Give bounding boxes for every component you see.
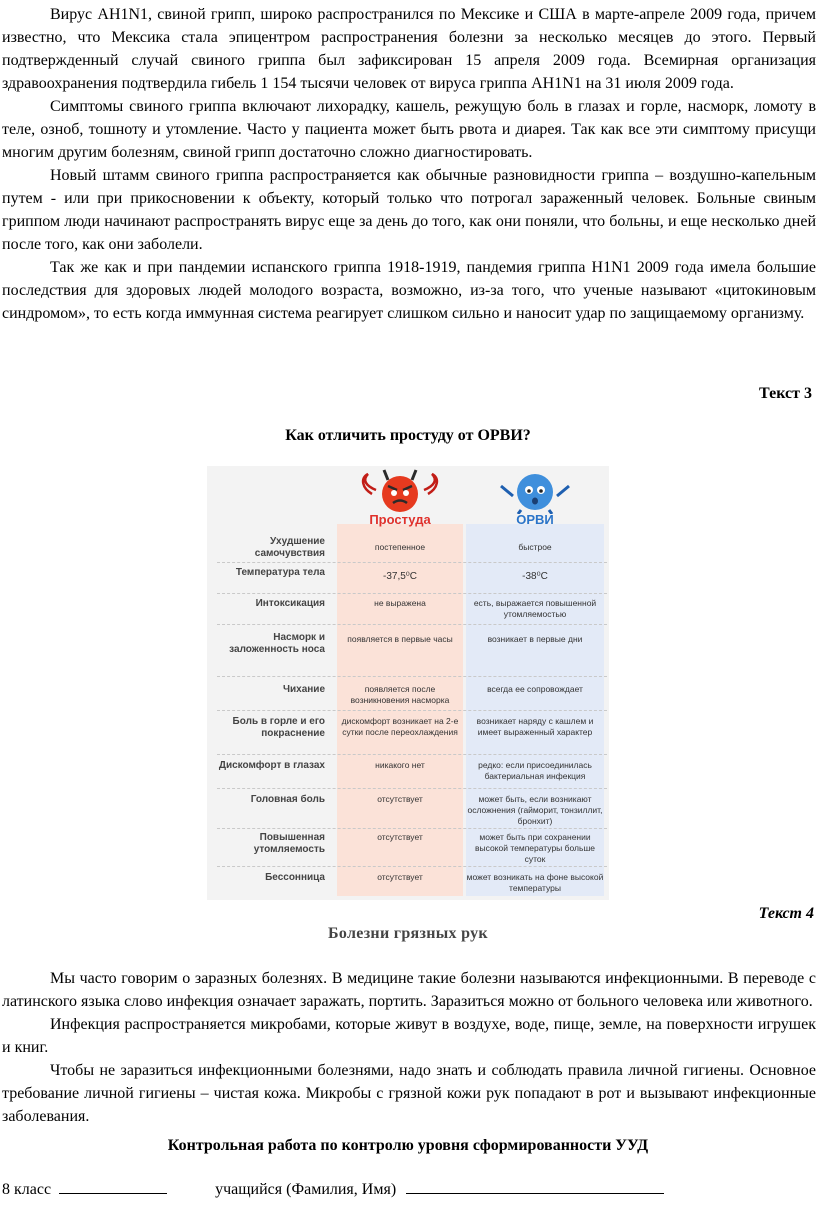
footer-fields <box>2 1181 664 1199</box>
bottom-paragraphs <box>0 967 816 1128</box>
paragraph-5: Мы часто говорим о заразных болезнях. В медицине такие болезни называются инфекционными. В переводе с латинского языка слово инфекция означает заражать, портить. Заразиться можно от больного человека или животного. <box>2 970 816 1010</box>
row-label: Насморк и заложенность носа <box>229 632 325 655</box>
angry-red-virus-icon <box>350 468 450 514</box>
row-divider <box>217 710 607 711</box>
arvi-cell: возникает в первые дни <box>487 634 583 644</box>
row-divider <box>217 593 607 594</box>
arvi-cell: всегда ее сопровождает <box>487 684 583 694</box>
arvi-cell: есть, выражается повышенной утомляемостью <box>473 598 597 619</box>
paragraph-6: Инфекция распространяется микробами, которые живут в воздухе, воде, пище, земле, на поверхности игрушек и книг. <box>2 1016 816 1056</box>
arvi-cell: -38⁰С <box>522 571 548 582</box>
grade-blank[interactable] <box>59 1193 167 1194</box>
paragraph-7: Чтобы не заразиться инфекционными болезнями, надо знать и соблюдать правила личной гигиены. Основное требование личной гигиены – чистая кожа. Микробы с грязной кожи рук попадают в рот и вызывают инфекционные заболевания. <box>2 1062 816 1125</box>
student-name-blank[interactable] <box>406 1193 664 1194</box>
grade-label: 8 класс <box>2 1181 52 1198</box>
row-label: Температура тела <box>235 567 325 578</box>
text4-title: Болезни грязных рук <box>328 925 488 942</box>
control-work-title: Контрольная работа по контролю уровня сформированности УУД <box>167 1137 649 1154</box>
row-divider <box>217 624 607 625</box>
text4-label: Текст 4 <box>758 905 814 922</box>
cold-cell: не выражена <box>374 598 426 608</box>
row-label: Бессонница <box>265 872 325 883</box>
row-label: Боль в горле и его покраснение <box>232 716 325 739</box>
row-label: Интоксикация <box>255 598 325 609</box>
row-divider <box>217 866 607 867</box>
cold-cell: -37,5⁰С <box>382 571 418 582</box>
arvi-cell: возникает наряду с кашлем и имеет выраженный характер <box>476 716 594 737</box>
arvi-header: ОРВИ <box>516 512 554 527</box>
student-label: учащийся (Фамилия, Имя) <box>215 1181 397 1198</box>
cold-cell: отсутствует <box>377 832 423 842</box>
cold-cell: постепенное <box>374 542 426 552</box>
cold-header: Простуда <box>369 512 431 527</box>
row-label: Головная боль <box>250 794 325 805</box>
row-divider <box>217 754 607 755</box>
paragraph-1: Вирус AH1N1, свиной грипп, широко распространился по Мексике и США в марте-апреле 2009 года, причем известно, что Мексика стала эпицентром распространения болезни за несколько месяцев до этого. Первый подтвержденный случай свиного гриппа был зафиксирован 15 апреля 2009 года. Всемирная организация здравоохранения подтвердила гибель 1 154 тысячи человек от вируса гриппа AH1N1 на 31 июля 2009 года. <box>2 6 816 92</box>
arvi-cell: редко: если присоединилась бактериальная инфекция <box>478 760 592 781</box>
cold-vs-arvi-infographic <box>207 466 609 900</box>
paragraph-2: Симптомы свиного гриппа включают лихорадку, кашель, режущую боль в глазах и горле, насморк, ломоту в теле, озноб, тошноту и утомление. Часто у пациента может быть рвота и диарея. Так как все эти симптому присущи многим другим болезням, свиной грипп достаточно сложно диагностировать. <box>2 98 816 161</box>
row-label: Чихание <box>282 684 325 695</box>
text3-label: Текст 3 <box>759 385 812 402</box>
cold-cell: появляется в первые часы <box>347 634 453 644</box>
text3-title: Как отличить простуду от ОРВИ? <box>285 427 531 444</box>
cold-cell: отсутствует <box>377 794 423 804</box>
blue-virus-icon <box>485 468 585 514</box>
cold-cell: никакого нет <box>375 760 425 770</box>
row-divider <box>217 676 607 677</box>
arvi-cell: может быть, если возникают осложнения (гайморит, тонзиллит, бронхит) <box>467 794 603 826</box>
paragraph-3: Новый штамм свиного гриппа распространяется как обычные разновидности гриппа – воздушно-капельным путем - или при прикосновении к объекту, который только что потрогал зараженный человек. Больные свиным гриппом люди начинают распространять вирус еще за день до того, как они поняли, что больны, и еще несколько дней после того, как они заболели. <box>2 167 816 253</box>
arvi-cell: может возникать на фоне высокой температуры <box>466 872 604 893</box>
row-label: Ухудшение самочувствия <box>254 536 325 559</box>
cold-cell: дискомфорт возникает на 2-е сутки после переохлаждения <box>341 716 459 737</box>
row-label: Повышенная утомляемость <box>253 832 325 855</box>
arvi-cell: может быть при сохранении высокой температуры больше суток <box>474 832 595 864</box>
arvi-cell: быстрое <box>518 542 552 552</box>
paragraph-4: Так же как и при пандемии испанского гриппа 1918-1919, пандемия гриппа H1N1 2009 года имела большие последствия для здоровых людей молодого возраста, возможно, из-за того, что ученые называют «цитокиновым синдромом», то есть когда иммунная система реагирует слишком сильно и наносит удар по защищаемому организму. <box>2 259 816 322</box>
row-divider <box>217 562 607 563</box>
row-label: Дискомфорт в глазах <box>218 760 325 771</box>
top-paragraphs <box>0 3 816 325</box>
cold-cell: появляется после возникновения насморка <box>350 684 450 705</box>
cold-cell: отсутствует <box>377 872 423 882</box>
row-divider <box>217 788 607 789</box>
row-divider <box>217 828 607 829</box>
